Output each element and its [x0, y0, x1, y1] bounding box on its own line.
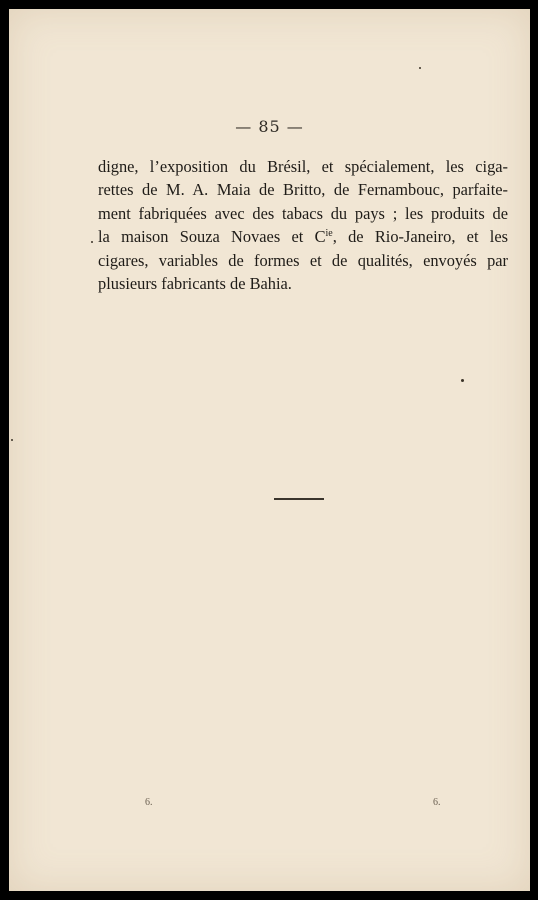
- signature-mark-right: 6.: [433, 797, 441, 808]
- page-sheet: [9, 9, 530, 891]
- paper-speck: [11, 439, 13, 441]
- paper-speck: [91, 241, 93, 243]
- text-line-1: digne, l’exposition du Brésil, et spécialement, les ciga-: [98, 157, 508, 176]
- text-line-5: cigares, variables de formes et de qualités, envoyés par: [98, 250, 508, 270]
- paper-speck: [419, 67, 421, 69]
- text-line-6: plusieurs fabricants de Bahia.: [98, 274, 292, 294]
- section-divider: [274, 498, 324, 500]
- text-line-4-start: la maison Souza Novaes et C: [98, 227, 326, 247]
- paper-speck: [461, 379, 464, 382]
- superscript-ie: ie: [325, 228, 333, 240]
- text-line-3: ment fabriquées avec des tabacs du pays ; les produits de: [98, 203, 508, 223]
- signature-mark-left: 6.: [145, 797, 153, 808]
- page-number: — 85 —: [235, 117, 304, 136]
- text-line-4-end: , de Rio-Janeiro, et les: [332, 227, 508, 247]
- text-line-2: rettes de M. A. Maia de Britto, de Fernambouc, parfaite-: [98, 180, 508, 200]
- text-line-4: [98, 225, 508, 248]
- body-paragraph: [98, 155, 508, 295]
